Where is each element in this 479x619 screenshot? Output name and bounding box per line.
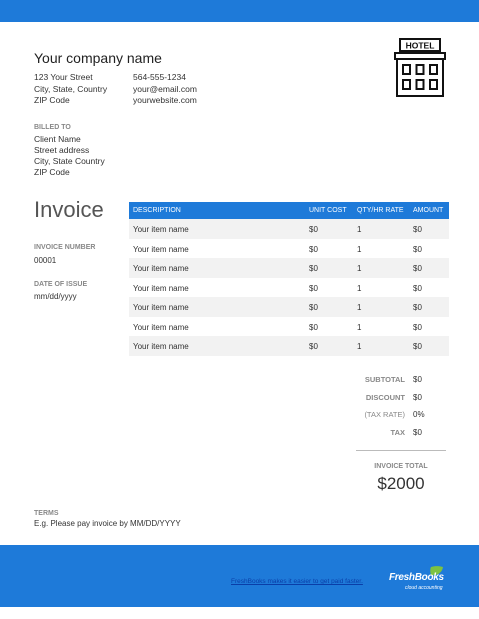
item-qty: 1	[357, 244, 362, 254]
item-unit-cost: $0	[309, 283, 318, 293]
terms-label: TERMS	[34, 510, 59, 517]
table-body	[129, 219, 449, 356]
item-description: Your item name	[133, 322, 189, 332]
table-row	[129, 317, 449, 337]
item-qty: 1	[357, 225, 362, 234]
company-name: Your company name	[34, 50, 162, 66]
item-amount: $0	[413, 303, 422, 312]
discount-label: DISCOUNT	[365, 393, 405, 402]
invoice-total-value: $2000	[377, 474, 425, 493]
billed-line: City, State Country	[34, 156, 105, 166]
item-unit-cost: $0	[309, 303, 318, 312]
address-line: ZIP Code	[34, 95, 70, 105]
contact-email: your@email.com	[133, 83, 197, 94]
line-items-table	[129, 202, 449, 356]
billed-line: Client Name	[34, 134, 81, 144]
item-description: Your item name	[133, 303, 189, 312]
tax-value: $0	[413, 428, 422, 437]
invoice-number-label: INVOICE NUMBER	[34, 244, 96, 251]
tax-rate-value: 0%	[413, 410, 425, 419]
company-contact	[133, 72, 197, 107]
item-unit-cost: $0	[309, 225, 318, 234]
item-description: Your item name	[133, 244, 189, 254]
item-unit-cost: $0	[309, 264, 318, 273]
table-row	[129, 219, 449, 239]
freshbooks-tagline: cloud accounting	[405, 585, 443, 591]
top-accent-bar	[0, 0, 479, 22]
header-description: DESCRIPTION	[133, 207, 181, 214]
contact-phone: 564-555-1234	[133, 72, 186, 82]
invoice-total-label: INVOICE TOTAL	[374, 463, 428, 470]
item-amount: $0	[413, 322, 422, 332]
item-unit-cost: $0	[309, 322, 318, 332]
item-amount: $0	[413, 244, 422, 254]
item-unit-cost: $0	[309, 342, 318, 351]
table-row	[129, 336, 449, 356]
item-qty: 1	[357, 303, 362, 312]
discount-value: $0	[413, 393, 422, 402]
item-qty: 1	[357, 283, 362, 293]
invoice-title: Invoice	[34, 197, 104, 222]
header-amount: AMOUNT	[413, 207, 444, 214]
date-of-issue: mm/dd/yyyy	[34, 292, 77, 301]
address-line: City, State, Country	[34, 83, 108, 94]
billed-to-label: BILLED TO	[34, 124, 71, 131]
tax-label: TAX	[390, 428, 405, 437]
item-description: Your item name	[133, 264, 189, 273]
item-qty: 1	[357, 264, 362, 273]
item-amount: $0	[413, 283, 422, 293]
billed-line: ZIP Code	[34, 167, 70, 177]
company-address	[34, 72, 107, 107]
freshbooks-logo-text: FreshBooks	[389, 572, 444, 583]
header-qty: QTY/HR RATE	[357, 207, 404, 214]
address-line: 123 Your Street	[34, 72, 93, 82]
billed-to-block	[34, 134, 105, 178]
item-amount: $0	[413, 342, 422, 351]
table-row	[129, 258, 449, 278]
subtotal-value: $0	[413, 375, 422, 384]
item-unit-cost: $0	[309, 244, 318, 254]
table-header	[129, 202, 449, 219]
table-row	[129, 239, 449, 259]
freshbooks-promo-link[interactable]: FreshBooks makes it easier to get paid faster.	[231, 578, 363, 585]
item-amount: $0	[413, 264, 422, 273]
date-of-issue-label: DATE OF ISSUE	[34, 281, 88, 288]
header-unit-cost: UNIT COST	[309, 207, 347, 214]
subtotal-label: SUBTOTAL	[364, 375, 405, 384]
table-row	[129, 297, 449, 317]
table-row	[129, 278, 449, 298]
item-description: Your item name	[133, 225, 189, 234]
item-qty: 1	[357, 342, 362, 351]
total-divider	[356, 450, 446, 451]
item-description: Your item name	[133, 342, 189, 351]
hotel-sign-text: HOTEL	[405, 40, 435, 51]
item-description: Your item name	[133, 283, 189, 293]
invoice-number: 00001	[34, 256, 57, 265]
terms-text: E.g. Please pay invoice by MM/DD/YYYY	[34, 519, 181, 528]
contact-website: yourwebsite.com	[133, 95, 197, 105]
item-amount: $0	[413, 225, 422, 234]
item-qty: 1	[357, 322, 362, 332]
tax-rate-label: (TAX RATE)	[364, 410, 405, 419]
billed-line: Street address	[34, 145, 90, 155]
hotel-icon	[392, 38, 448, 98]
